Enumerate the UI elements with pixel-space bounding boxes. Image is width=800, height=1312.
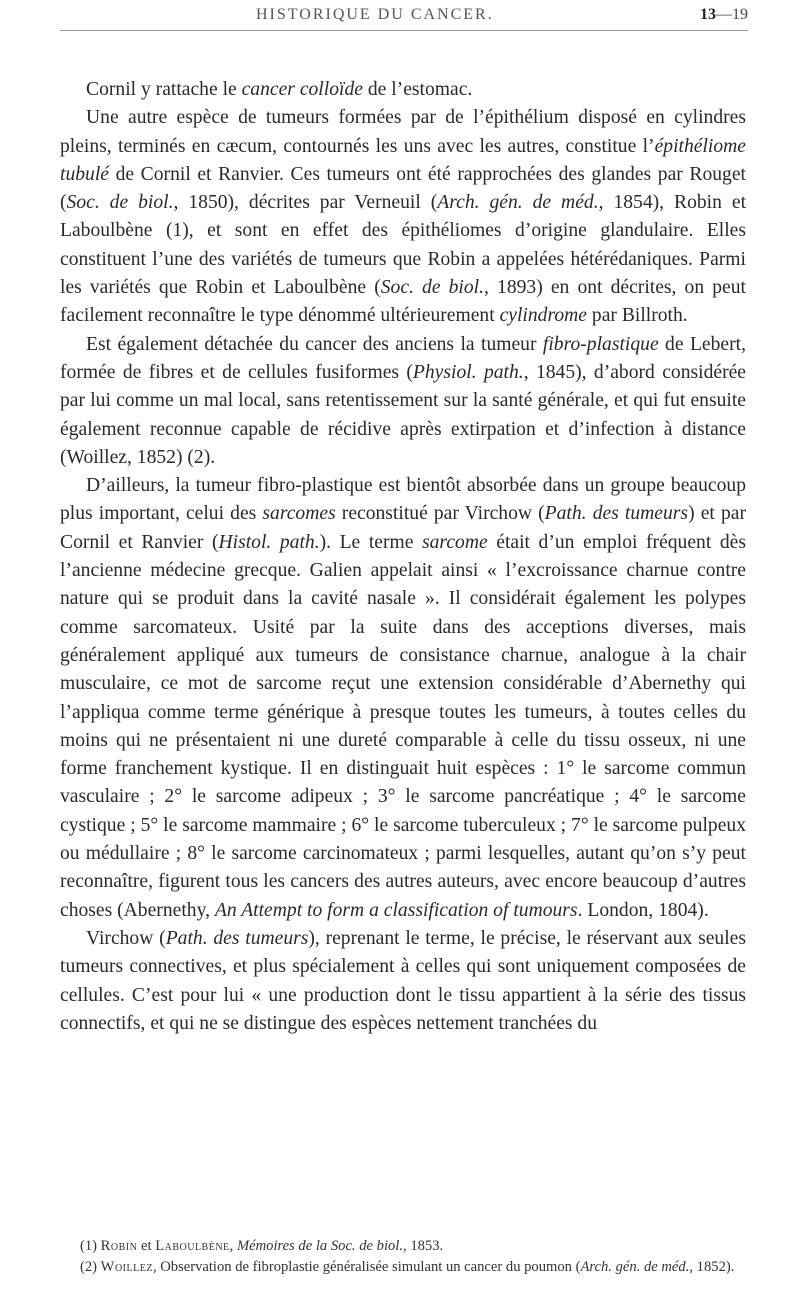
- folio: [700, 6, 748, 24]
- text-run: (2): [80, 1259, 101, 1275]
- text-run: . London, 1804).: [577, 899, 709, 921]
- italic-run: Soc. de biol.: [66, 192, 174, 214]
- text-run: et: [137, 1238, 156, 1254]
- italic-run: sarcomes: [262, 503, 336, 525]
- footnotes: [60, 1236, 746, 1278]
- text-run: Virchow (: [86, 927, 166, 949]
- text-run: ). Le terme: [319, 531, 422, 553]
- text-run: Cornil y rattache le: [86, 79, 242, 100]
- text-run: Est également détachée du cancer des anciens la tumeur: [86, 333, 543, 355]
- italic-run: An Attempt to form a classification of tumours: [214, 899, 578, 921]
- text-run: était d’un emploi fréquent dès l’ancienne médecine grecque. Galien appelait ainsi « l’excroissance charnue contre nature qui se produit dans la cavité nasale ». Il considérait également les polypes comme sarcomateux. Usité par la suite dans des acceptions diverses, mais généralement appliqué aux tumeurs de consistance charnue, analogue à la chair musculaire, ce mot de sarcome reçut une extension considérable d’Abernethy qui l’appliqua comme terme générique à presque toutes les tumeurs, à toutes celles du moins qui ne présentaient ni une dureté comparable à celle du tissu osseux, ni une forme franchement kystique. Il en distinguait huit espèces : 1° le sarcome commun vasculaire ; 2° le sarcome adipeux ; 3° le sarcome pancréatique ; 4° le sarcome cystique ; 5° le sarcome mammaire ; 6° le sarcome tuberculeux ; 7° le sarcome pulpeux ou médullaire ; 8° le sarcome carcinomateux ; parmi lesquelles, autant qu’on s’y peut reconnaître, figurent tous les cancers des autres auteurs, avec encore beaucoup d’autres choses (Abernethy,: [60, 531, 746, 921]
- body-text: [60, 76, 746, 1038]
- text-run: reconstitué par Virchow (: [335, 503, 545, 525]
- page-number: —19: [716, 6, 748, 23]
- text-run: , 1850), décrites par Verneuil (: [173, 192, 438, 214]
- running-head: [60, 0, 748, 31]
- author-name: Woillez: [100, 1259, 153, 1275]
- running-title: HISTORIQUE DU CANCER.: [256, 6, 494, 23]
- text-run: de l’estomac.: [362, 79, 473, 100]
- signature-mark: 13: [700, 6, 716, 23]
- italic-run: épithéliome tubulé: [60, 135, 746, 185]
- italic-run: Arch. gén. de méd.: [580, 1259, 690, 1275]
- text-run: , 1854), Robin et Laboulbène (1), et sont en effet des épithéliomes d’origine glandulaire. Elles constituent l’une des variétés de tumeurs que Robin a appelées hétérédaniques. Parmi les variétés que Robin et Laboulbène (: [60, 192, 747, 299]
- text-run: , 1852).: [689, 1259, 735, 1275]
- italic-run: cancer colloïde: [241, 79, 363, 100]
- italic-run: fibro-plastique: [542, 333, 659, 355]
- text-run: , 1893) en ont décrites, on peut facilement reconnaître le type dénommé ultérieurement: [60, 277, 746, 327]
- text-run: de Cornil et Ranvier. Ces tumeurs ont été rapprochées des glandes par Rouget (: [60, 163, 746, 214]
- text-run: Une autre espèce de tumeurs formées par de l’épithélium disposé en cylindres pleins, terminés en cæcum, contournés les uns avec les autres, constitue l’: [60, 107, 746, 157]
- italic-run: Soc. de biol.: [380, 277, 485, 299]
- italic-run: Path. des tumeurs: [165, 927, 309, 949]
- text-run: D’ailleurs, la tumeur fibro-plastique est bientôt absorbée dans un groupe beaucoup plus important, celui des: [60, 475, 746, 525]
- italic-run: Mémoires de la Soc. de biol.: [236, 1238, 404, 1254]
- text-run: ,: [229, 1238, 237, 1254]
- text-run: , 1853.: [403, 1238, 444, 1254]
- paragraph: [60, 76, 746, 104]
- text-run: par Billroth.: [587, 305, 688, 327]
- footnote: [60, 1236, 746, 1257]
- italic-run: Physiol. path.: [412, 361, 524, 383]
- author-name: Laboulbène: [155, 1238, 230, 1254]
- italic-run: Histol. path.: [218, 531, 320, 553]
- italic-run: sarcome: [422, 531, 488, 553]
- footnote: [60, 1257, 746, 1278]
- italic-run: cylindrome: [499, 305, 587, 327]
- italic-run: Path. des tumeurs: [544, 503, 689, 525]
- text-run: (1): [80, 1238, 101, 1254]
- text-run: ) et par Cornil et Ranvier (: [60, 503, 746, 553]
- paragraph: [60, 472, 746, 925]
- text-run: ), reprenant le terme, le précise, le réservant aux seules tumeurs connectives, et plus spécialement à celles qui sont uniquement composées de cellules. C’est pour lui « une production dont le tissu appartient à la série des tissus connectifs, et qui ne se distingue des espèces nettement tranchées du: [60, 927, 746, 1034]
- text-run: , 1845), d’abord considérée par lui comme un mal local, sans retentissement sur la santé générale, et qui fut ensuite également reconnue capable de récidive après extirpation et d’infection à distance (Woillez, 1852) (2).: [60, 361, 746, 468]
- italic-run: Arch. gén. de méd.: [437, 192, 599, 214]
- text-run: de Lebert, formée de fibres et de cellules fusiformes (: [60, 333, 746, 383]
- paragraph: [60, 104, 746, 330]
- paragraph: [60, 925, 746, 1038]
- text-run: , Observation de fibroplastie généralisée simulant un cancer du poumon (: [152, 1259, 581, 1275]
- paragraph: [60, 331, 746, 472]
- author-name: Robin: [100, 1238, 138, 1254]
